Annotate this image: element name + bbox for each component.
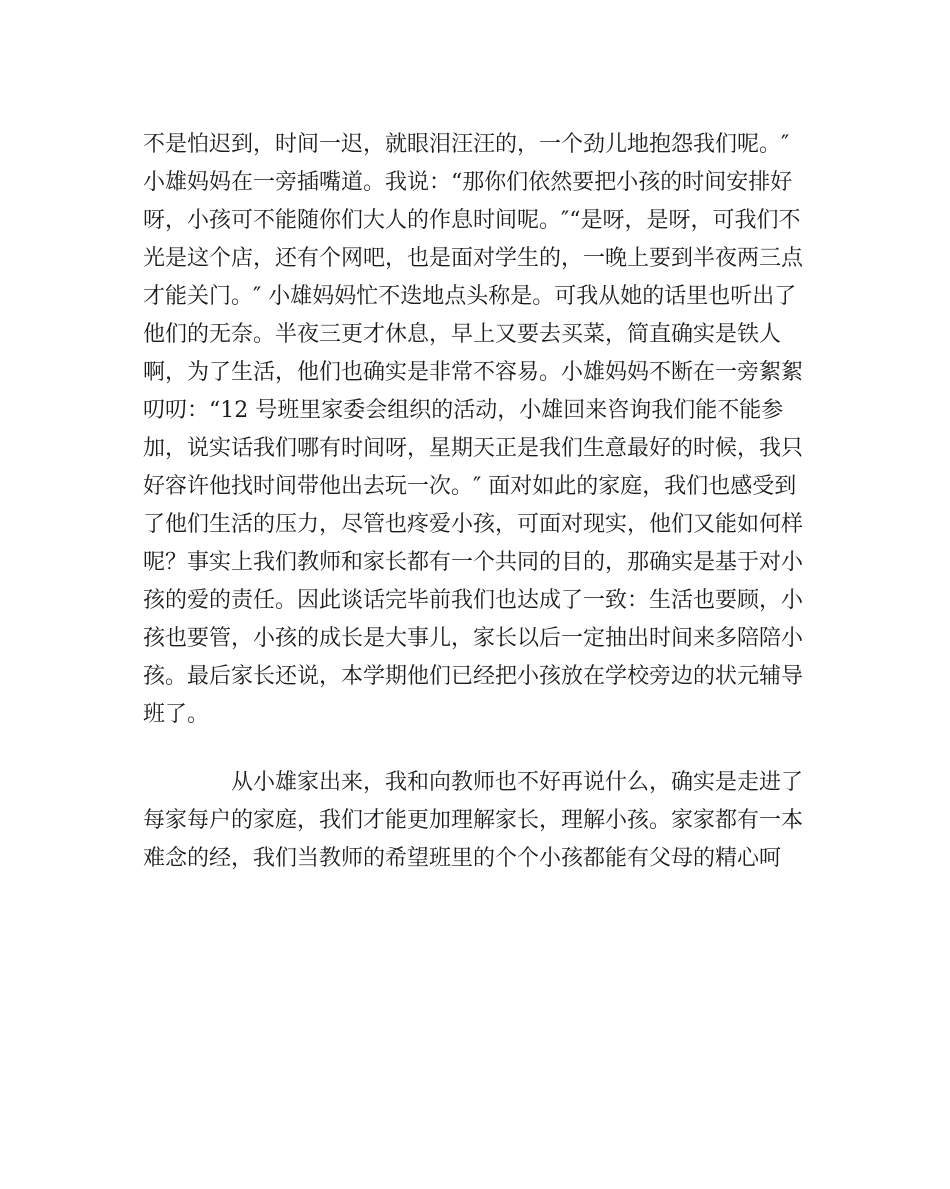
text-line: 孩的爱的责任。因此谈话完毕前我们也达成了一致：生活也要顾，小 <box>143 588 804 613</box>
text-line: 班了。 <box>143 702 210 727</box>
text-line: 孩也要管，小孩的成长是大事儿，家长以后一定抽出时间来多陪陪小 <box>143 626 804 651</box>
body-text <box>143 126 808 878</box>
text-line: 光是这个店，还有个网吧，也是面对学生的，一晚上要到半夜两三点 <box>143 246 804 271</box>
text-line: 呀，小孩可不能随你们大人的作息时间呢。″“是呀，是呀，可我们不 <box>143 208 801 233</box>
text-line: 从小雄家出来，我和向教师也不好再说什么，确实是走进了 <box>231 770 804 795</box>
text-line: 小雄妈妈在一旁插嘴道。我说：“那你们依然要把小孩的时间安排好 <box>143 170 793 195</box>
text-line: 每家每户的家庭，我们才能更加理解家长，理解小孩。家家都有一本 <box>143 808 804 833</box>
paragraph-2 <box>143 764 808 878</box>
text-line: 了他们生活的压力，尽管也疼爱小孩，可面对现实，他们又能如何样 <box>143 512 804 537</box>
text-line: 加，说实话我们哪有时间呀，星期天正是我们生意最好的时候，我只 <box>143 436 804 461</box>
text-line: 孩。最后家长还说，本学期他们已经把小孩放在学校旁边的状元辅导 <box>143 664 804 689</box>
text-line: 难念的经，我们当教师的希望班里的个个小孩都能有父母的精心呵 <box>143 846 782 871</box>
text-line: 不是怕迟到，时间一迟，就眼泪汪汪的，一个劲儿地抱怨我们呢。″ <box>143 132 790 157</box>
text-line: 好容许他找时间带他出去玩一次。″ 面对如此的家庭，我们也感受到 <box>143 474 797 499</box>
text-line: 他们的无奈。半夜三更才休息，早上又要去买菜，简直确实是铁人 <box>143 322 782 347</box>
text-line: 叨叨：“12 号班里家委会组织的活动，小雄回来咨询我们能不能参 <box>143 398 784 423</box>
text-line: 才能关门。″ 小雄妈妈忙不迭地点头称是。可我从她的话里也听出了 <box>143 284 797 309</box>
text-line: 呢？事实上我们教师和家长都有一个共同的目的，那确实是基于对小 <box>143 550 804 575</box>
text-line: 啊，为了生活，他们也确实是非常不容易。小雄妈妈不断在一旁絮絮 <box>143 360 804 385</box>
paragraph-1 <box>143 126 808 734</box>
